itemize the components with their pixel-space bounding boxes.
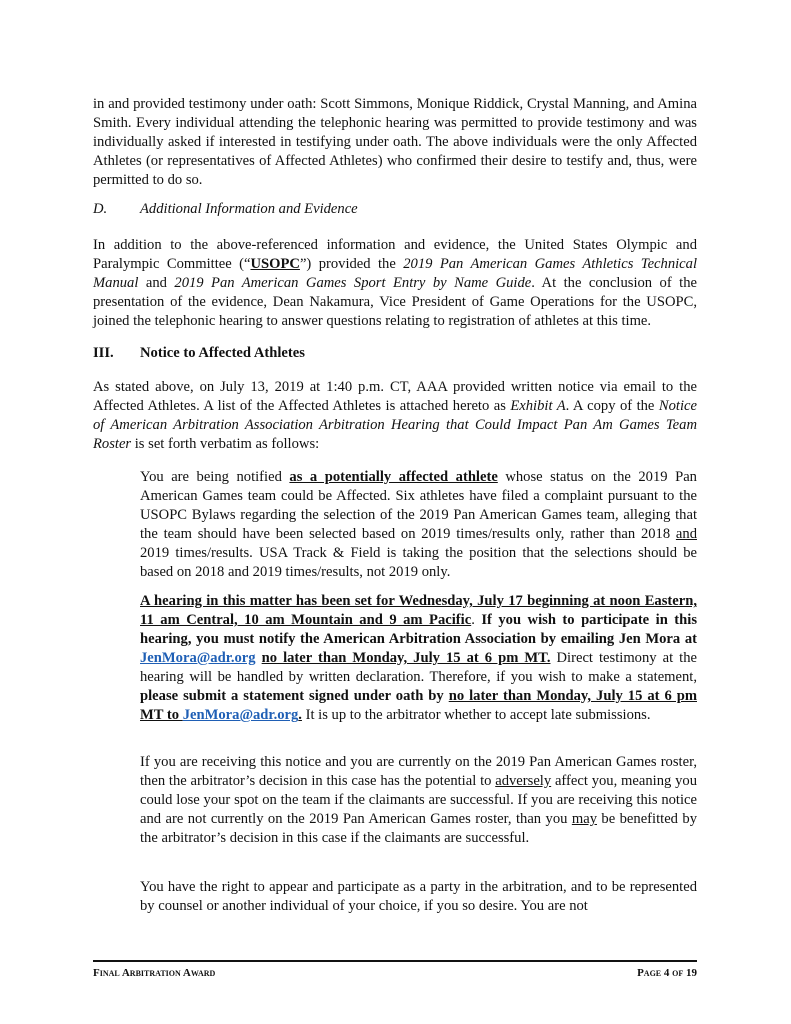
usopc-term: USOPC [250, 256, 300, 272]
notice-title: Notice of American Arbitration Association Arbitration Hearing that Could Impact Pan Am Games Team Roster [93, 398, 697, 452]
section-title: Additional Information and Evidence [140, 201, 358, 217]
email-link[interactable]: JenMora@adr.org [182, 707, 299, 723]
quote-paragraph-1: You are being notified as a potentially affected athlete whose status on the 2019 Pan American Games team could be Affected. Six athletes have filed a complaint pursuant to the USOPC Bylaws regarding the selection of the 2019 Pan American Games team, alleging that the team should have been selected based on 2019 times/results only, rather than 2018 and 2019 times/results. USA Track & Field is taking the position that the selections should be based on 2018 and 2019 times/results, not 2019 only. [140, 469, 697, 580]
quote-paragraph-3: If you are receiving this notice and you are currently on the 2019 Pan American Games roster, then the arbitrator’s decision in this case has the potential to adversely affect you, meaning you could lose your spot on the team if the claimants are successful. If you are receiving this notice and are not currently on the 2019 Pan American Games roster, than you may be benefitted by the arbitrator’s decision in this case if the claimants are successful. [140, 754, 698, 846]
paragraph-notice: As stated above, on July 13, 2019 at 1:40 p.m. CT, AAA provided written notice via email to the Affected Athletes. A list of the Affected Athletes is attached hereto as Exhibit A. A copy of the Notice of American Arbitration Association Arbitration Hearing that Could Impact Pan Am Games Team Roster is set forth verbatim as follows: [93, 379, 697, 452]
section-iii-heading [93, 344, 697, 363]
footer-page-number: Page 4 of 19 [637, 967, 697, 979]
entry-guide-title: 2019 Pan American Games Sport Entry by Name Guide [174, 275, 532, 291]
section-letter: D. [93, 201, 108, 217]
paragraph-testimony: in and provided testimony under oath: Scott Simmons, Monique Riddick, Crystal Manning, and Amina Smith. Every individual attending the telephonic hearing was permitted to provide testimony and was individually asked if interested in testifying under oath. The above individuals were the only Affected Athletes (or representatives of Affected Athletes) who confirmed their desire to testify and, thus, were permitted to do so. [93, 96, 697, 188]
quote-paragraph-4: You have the right to appear and participate as a party in the arbitration, and to be represented by counsel or another individual of your choice, if you so desire. You are not [140, 879, 697, 914]
exhibit-reference: Exhibit A [510, 398, 566, 414]
quote-paragraph-2: A hearing in this matter has been set for Wednesday, July 17 beginning at noon Eastern, 11 am Central, 10 am Mountain and 9 am Pacific. If you wish to participate in this hearing, you must notify the American Arbitration Association by emailing Jen Mora at JenMora@adr.org no later than Monday, July 15 at 6 pm MT. Direct testimony at the hearing will be handled by written declaration. Therefore, if you wish to make a statement, please submit a statement signed under oath by no later than Monday, July 15 at 6 pm MT to JenMora@adr.org. It is up to the arbitrator whether to accept late submissions. [140, 593, 698, 723]
section-title: Notice to Affected Athletes [140, 345, 305, 361]
footer-document-title: Final Arbitration Award [93, 967, 216, 979]
section-d-heading [93, 200, 697, 219]
paragraph-additional-evidence: In addition to the above-referenced information and evidence, the United States Olympic and Paralympic Committee (“USOPC”) provided the 2019 Pan American Games Athletics Technical Manual and 2019 Pan American Games Sport Entry by Name Guide. At the conclusion of the presentation of the evidence, Dean Nakamura, Vice President of Game Operations for the USOPC, joined the telephonic hearing to answer questions relating to registration of athletes at this time. [93, 237, 697, 329]
technical-manual-title: 2019 Pan American Games Athletics Technical Manual [93, 256, 697, 291]
section-number: III. [93, 345, 114, 361]
footer-rule [93, 960, 697, 962]
email-link[interactable]: JenMora@adr.org [140, 650, 256, 666]
